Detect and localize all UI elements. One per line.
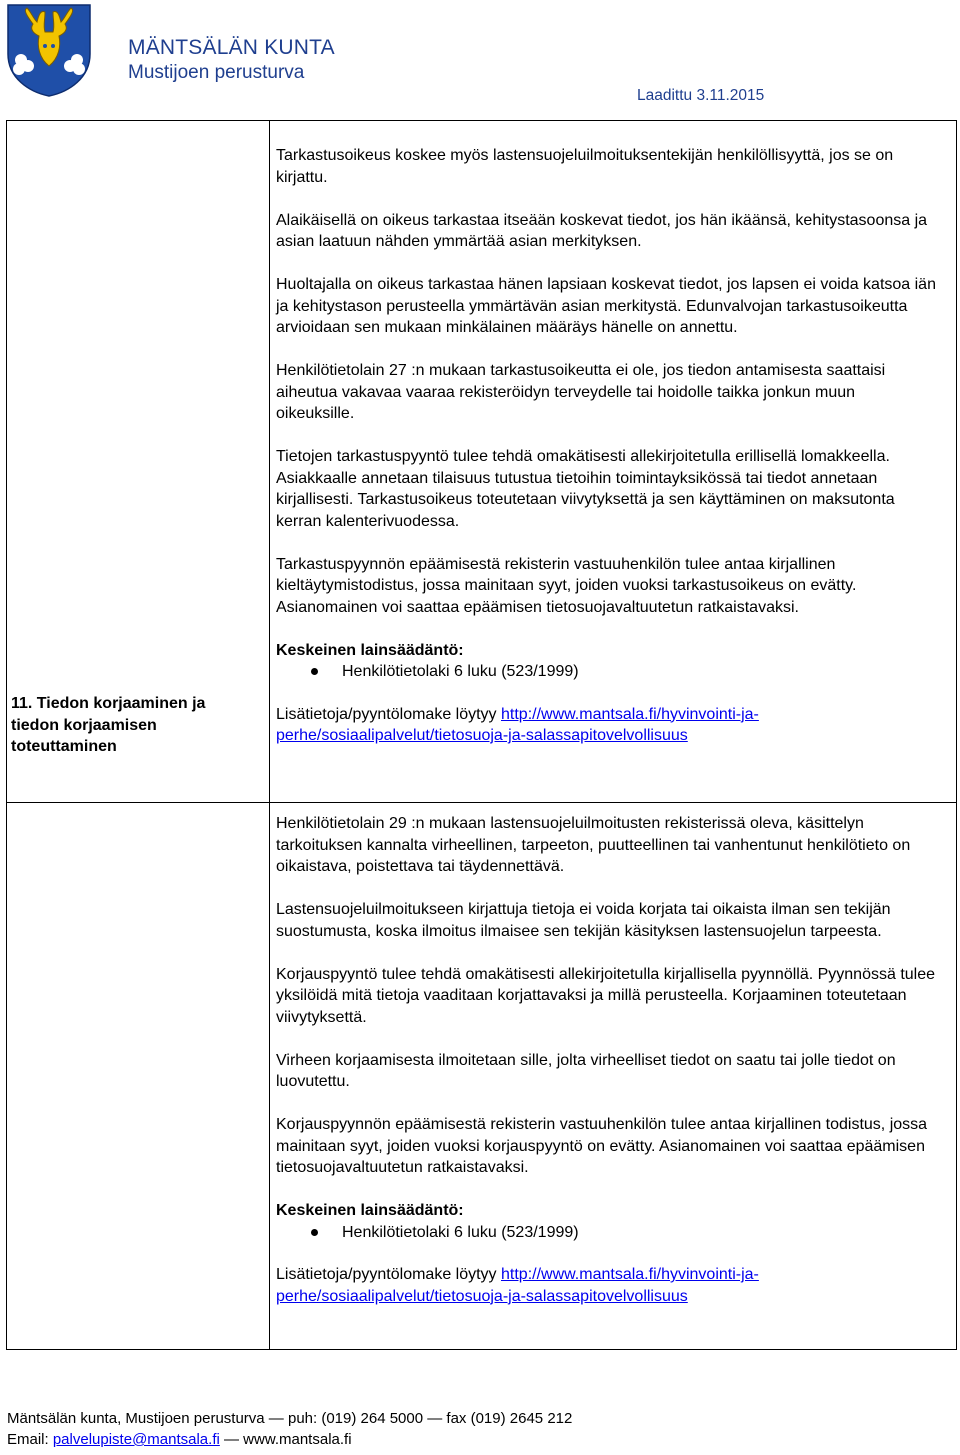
page-header (0, 0, 960, 110)
more-info (276, 1264, 936, 1307)
info-link-part2[interactable]: perhe/sosiaalipalvelut/tietosuoja-ja-salassapitovelvollisuus (276, 1287, 688, 1305)
list-item-label: Henkilötietolaki 6 luku (523/1999) (342, 1223, 579, 1241)
column-divider (269, 121, 270, 1349)
website-text: — www.mantsala.fi (219, 1431, 352, 1448)
paragraph: Alaikäisellä on oikeus tarkastaa itseään koskevat tiedot, jos hän ikäänsä, kehitystasoonsa ja asian laatuun nähden ymmärtää asian merkityksen. (276, 211, 928, 250)
page-footer (7, 1408, 572, 1450)
organization-name: MÄNTSÄLÄN KUNTA (128, 36, 335, 59)
info-link-part1[interactable]: http://www.mantsala.fi/hyvinvointi-ja- (501, 1266, 759, 1283)
paragraph: Lastensuojeluilmoitukseen kirjattuja tietoja ei voida korjata tai oikaista ilman sen tekijän suostumusta, koska ilmoitus ilmaisee sen tekijän käsityksen lastensuojelun tarpeesta. (276, 901, 891, 940)
document-date: Laadittu 3.11.2015 (637, 87, 765, 104)
list-item (276, 1222, 936, 1244)
more-info-text: Lisätietoja/pyyntölomake löytyy (276, 705, 501, 723)
legislation-list (276, 661, 936, 683)
more-info-text: Lisätietoja/pyyntölomake löytyy (276, 1266, 501, 1283)
paragraph: Korjauspyynnön epäämisestä rekisterin vastuuhenkilön tulee antaa kirjallinen todistus, jossa mainitaan syyt, joiden vuoksi korjauspyyntö on evätty. Asianomainen voi saattaa epäämisen tietosuojavaltuutetun ratkaistavaksi. (276, 1116, 928, 1176)
footer-links (7, 1429, 572, 1450)
email-link[interactable]: palvelupiste@mantsala.fi (52, 1431, 220, 1448)
info-link-part2[interactable]: perhe/sosiaalipalvelut/tietosuoja-ja-salassapitovelvollisuus (276, 727, 688, 744)
bullet-icon (311, 668, 318, 675)
more-info (276, 704, 936, 747)
legislation-heading: Keskeinen lainsäädäntö: (276, 641, 464, 659)
coat-of-arms-icon (5, 2, 93, 98)
organization-unit: Mustijoen perusturva (128, 62, 305, 83)
section-11-title: 11. Tiedon korjaaminen ja tiedon korjaamisen toteuttaminen (11, 695, 206, 755)
list-item (276, 661, 936, 683)
paragraph: Korjauspyyntö tulee tehdä omakätisesti allekirjoitetulla kirjallisella pyynnöllä. Pyynnössä tulee yksilöidä mitä tietoja vaaditaan korjattavaksi ja millä perusteella. Korjaaminen toteutetaan viivytyksettä. (276, 965, 936, 1026)
paragraph: Henkilötietolain 27 :n mukaan tarkastusoikeutta ei ole, jos tiedon antamisesta saattaisi aiheutua vakavaa vaaraa rekisteröidyn terveydelle tai hoidolle taikka jonkun muun oikeuksille. (276, 362, 886, 422)
paragraph: Tietojen tarkastuspyyntö tulee tehdä omakätisesti allekirjoitetulla erillisellä lomakkeella. Asiakkaalle annetaan tilaisuus tutustua tietoihin toimintayksikössä tai tiedot annetaan kirjallisesti. Tarkastusoikeus toteutetaan viivytyksettä ja sen käyttäminen on maksutonta kerran kalenterivuodessa. (276, 448, 895, 530)
section-11-content (276, 813, 936, 1307)
bullet-icon (311, 1229, 318, 1236)
row-divider (7, 802, 956, 803)
info-link-part1[interactable]: http://www.mantsala.fi/hyvinvointi-ja- (501, 705, 759, 723)
paragraph: Tarkastuspyynnön epäämisestä rekisterin vastuuhenkilön tulee antaa kirjallinen kieltäytymistodistus, jossa mainitaan syyt, joiden vuoksi tarkastusoikeus on evätty. Asianomainen voi saattaa epäämisen tietosuojavaltuutetun ratkaistavaksi. (276, 555, 857, 616)
paragraph: Huoltajalla on oikeus tarkastaa hänen lapsiaan koskevat tiedot, jos lapsen ei voida katsoa iän ja kehitystason perusteella ymmärtävän asian merkitystä. Edunvalvojan tarkastusoikeutta arvioidaan sen mukaan minkälainen määräys hänelle on annettu. (276, 276, 936, 336)
legislation-heading: Keskeinen lainsäädäntö: (276, 1202, 464, 1219)
section-top-content (276, 145, 936, 747)
email-label: Email: (7, 1431, 53, 1448)
paragraph: Tarkastusoikeus koskee myös lastensuojeluilmoituksentekijän henkilöllisyyttä, jos se on kirjattu. (276, 147, 894, 186)
paragraph: Virheen korjaamisesta ilmoitetaan sille, jolta virheelliset tiedot on saatu tai jolle tiedot on luovutettu. (276, 1051, 896, 1090)
footer-contact: Mäntsälän kunta, Mustijoen perusturva — puh: (019) 264 5000 — fax (019) 2645 212 (7, 1410, 573, 1427)
list-item-label: Henkilötietolaki 6 luku (523/1999) (342, 663, 579, 680)
paragraph: Henkilötietolain 29 :n mukaan lastensuojeluilmoitusten rekisterissä oleva, käsittelyn tarkoituksen kannalta virheellinen, tarpeeton, puutteellinen tai vanhentunut henkilötieto on oikaistava, poistettava tai täydennettävä. (276, 815, 911, 875)
legislation-list (276, 1222, 936, 1244)
